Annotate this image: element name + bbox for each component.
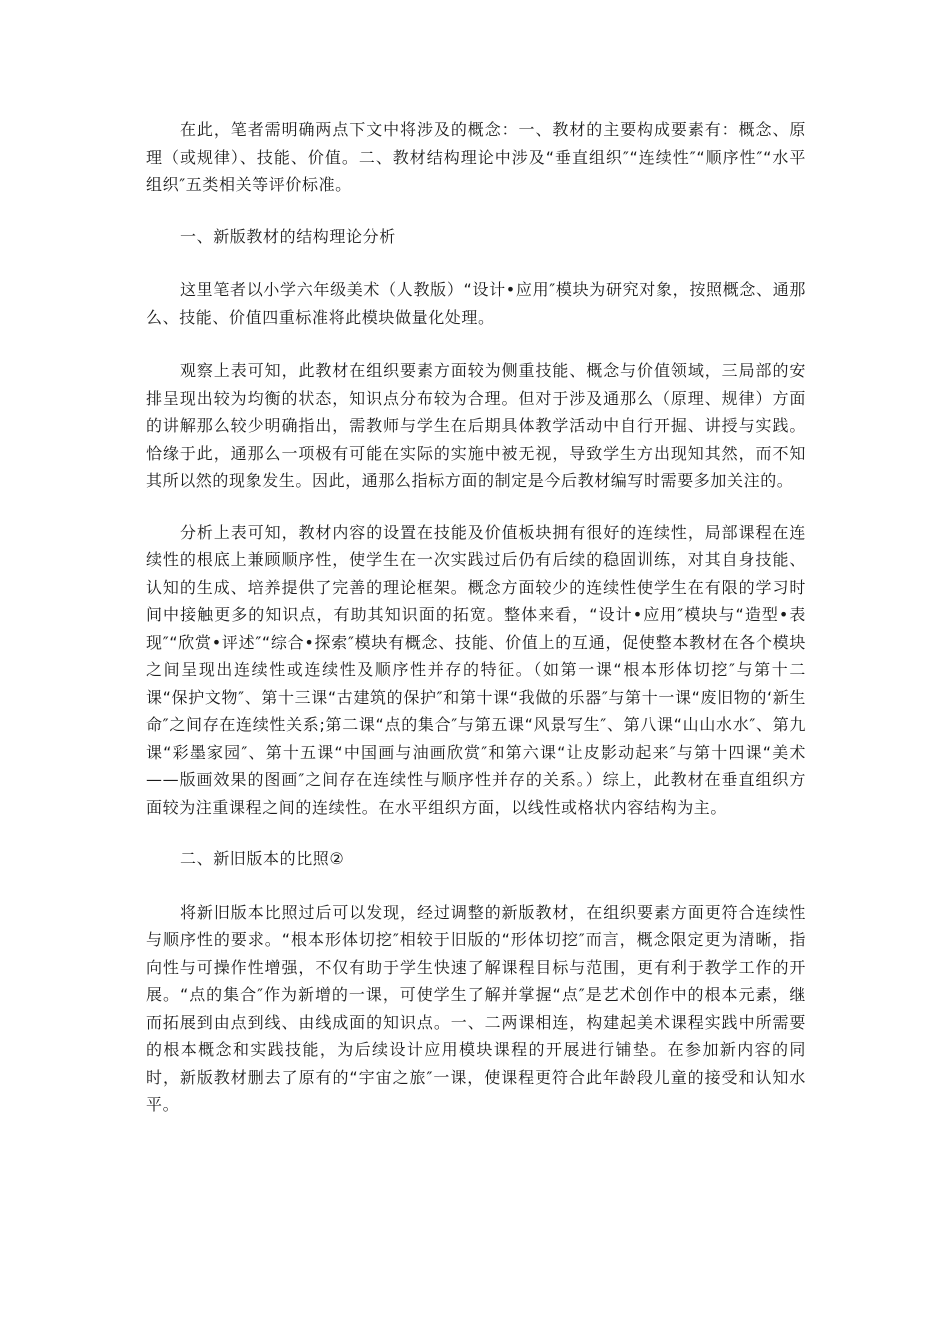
paragraph-concepts: 在此，笔者需明确两点下文中将涉及的概念：一、教材的主要构成要素有：概念、原理（或规律）、技能、价值。二、教材结构理论中涉及“垂直组织″“连续性″“顺序性″“水平组织″五类相关等评价标准。 [146,120,806,194]
document-body [146,116,806,1119]
paragraph-analysis: 分析上表可知，教材内容的设置在技能及价值板块拥有很好的连续性，局部课程在连续性的根底上兼顾顺序性，使学生在一次实践过后仍有后续的稳固训练，对其自身技能、认知的生成、培养提供了完善的理论框架。概念方面较少的连续性使学生在有限的学习时间中接触更多的知识点，有助其知识面的拓宽。整体来看，“设计•应用″模块与“造型•表现″“欣赏•评述″“综合•探索″模块有概念、技能、价值上的互通，促使整本教材在各个模块之间呈现出连续性或连续性及顺序性并存的特征。（如第一课“根本形体切挖″与第十二课“保护文物″、第十三课“古建筑的保护″和第十课“我做的乐器″与第十一课“废旧物的‘新生命″之间存在连续性关系;第二课“点的集合″与第五课“风景写生″、第八课“山山水水″、第九课“彩墨家园″、第十五课“中国画与油画欣赏″和第六课“让皮影动起来″与第十四课“美术——版画效果的图画″之间存在连续性与顺序性并存的关系。）综上，此教材在垂直组织方面较为注重课程之间的连续性。在水平组织方面，以线性或格状内容结构为主。 [146,522,806,817]
section-heading-2: 二、新旧版本的比照② [180,849,345,868]
paragraph-observation: 观察上表可知，此教材在组织要素方面较为侧重技能、概念与价值领域，三局部的安排呈现出较为均衡的状态，知识点分布较为合理。但对于涉及通那么（原理、规律）方面的讲解那么较少明确指出，需教师与学生在后期具体教学活动中自行开掘、讲授与实践。恰缘于此，通那么一项极有可能在实际的实施中被无视，导致学生方出现知其然，而不知其所以然的现象发生。因此，通那么指标方面的制定是今后教材编写时需要多加关注的。 [146,361,806,490]
section-heading-1: 一、新版教材的结构理论分析 [180,226,396,246]
paragraph-research-object: 这里笔者以小学六年级美术（人教版）“设计•应用″模块为研究对象，按照概念、通那么、技能、价值四重标准将此模块做量化处理。 [146,280,806,327]
paragraph-comparison: 将新旧版本比照过后可以发现，经过调整的新版教材，在组织要素方面更符合连续性与顺序性的要求。“根本形体切挖″相较于旧版的“形体切挖″而言，概念限定更为清晰，指向性与可操作性增强，不仅有助于学生快速了解课程目标与范围，更有利于教学工作的开展。“点的集合″作为新增的一课，可使学生了解并掌握“点″是艺术创作中的根本元素，继而拓展到由点到线、由线成面的知识点。一、二两课相连，构建起美术课程实践中所需要的根本概念和实践技能，为后续设计应用模块课程的开展进行铺垫。在参加新内容的同时，新版教材删去了原有的“宇宙之旅″一课，使课程更符合此年龄段儿童的接受和认知水平。 [146,902,806,1114]
